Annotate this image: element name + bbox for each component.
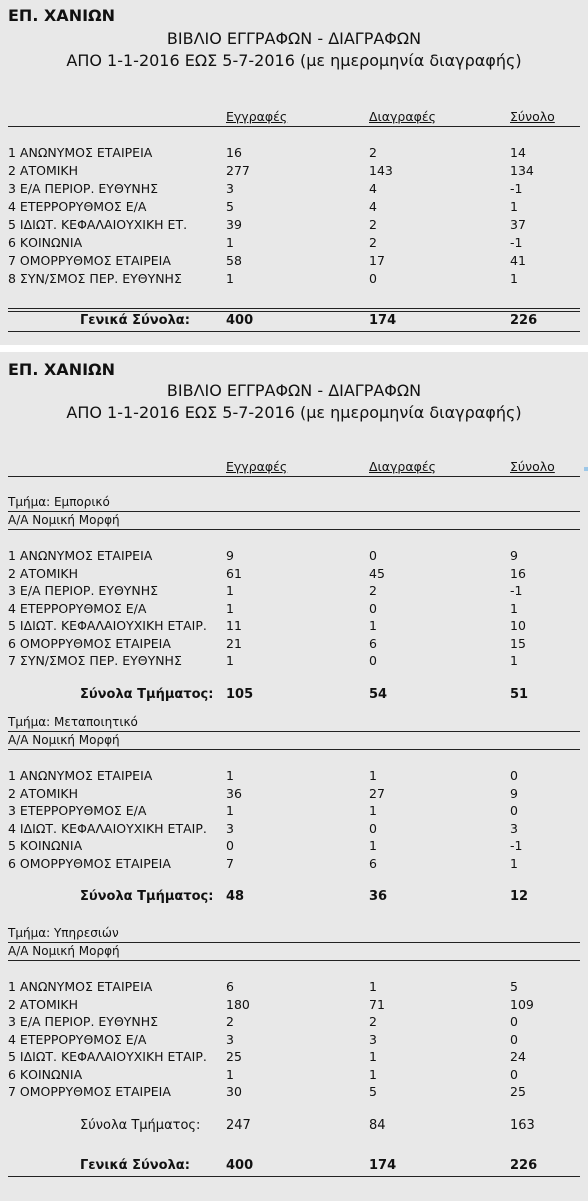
deletions-cell: 27 [369, 785, 385, 801]
total-cell: 16 [510, 565, 526, 581]
registrations-cell: 5 [226, 199, 234, 214]
registrations-cell: 1 [226, 600, 234, 616]
section-name-rule [8, 731, 580, 732]
deletions-cell: 1 [369, 979, 377, 994]
deletions-cell: 5 [369, 1084, 377, 1099]
total-cell: 0 [510, 1066, 518, 1082]
report-page-1 [0, 0, 588, 345]
legal-form-cell: 2 ΑΤΟΜΙΚΗ [8, 565, 79, 581]
col-header-total: Σύνολο [510, 109, 555, 124]
legal-form-cell: 5 ΙΔΙΩΤ. ΚΕΦΑΛΑΙΟΥΧΙΚΗ ΕΤΑΙΡ. [8, 1049, 207, 1064]
deletions-cell: 2 [369, 217, 377, 232]
total-cell: 3 [510, 820, 518, 836]
legal-form-cell: 3 Ε/Α ΠΕΡΙΟΡ. ΕΥΘΥΝΗΣ [8, 181, 159, 196]
grand-total-underline [8, 331, 580, 332]
registrations-cell: 1 [226, 235, 234, 250]
registrations-cell: 9 [226, 548, 234, 563]
deletions-cell: 4 [369, 181, 377, 196]
legal-form-cell: 5 ΙΔΙΩΤ. ΚΕΦΑΛΑΙΟΥΧΙΚΗ ΕΤΑΙΡ. [8, 618, 207, 633]
deletions-cell: 1 [369, 768, 377, 783]
grand-total-underline [8, 1176, 580, 1177]
deletions-cell: 2 [369, 235, 377, 250]
registrations-cell: 3 [226, 181, 234, 196]
registrations-cell: 61 [226, 565, 242, 581]
deletions-cell: 4 [369, 199, 377, 214]
total-cell: 9 [510, 785, 518, 801]
grand-total-sum: 226 [510, 1158, 538, 1173]
legal-form-cell: 1 ΑΝΩΝΥΜΟΣ ΕΤΑΙΡΕΙΑ [8, 768, 153, 783]
total-cell: -1 [510, 181, 523, 196]
section-total-total-cell: 12 [510, 889, 529, 904]
section-name: Τμήμα: Μεταποιητικό [8, 715, 138, 729]
deletions-cell: 0 [369, 548, 377, 563]
section-total-total-cell: 163 [510, 1117, 535, 1133]
org-name: ΕΠ. ΧΑΝΙΩΝ [8, 360, 116, 379]
legal-form-cell: 3 Ε/Α ΠΕΡΙΟΡ. ΕΥΘΥΝΗΣ [8, 1014, 159, 1029]
total-cell: -1 [510, 235, 523, 250]
section-name-rule [8, 942, 580, 943]
section-name: Τμήμα: Υπηρεσιών [8, 926, 119, 940]
edge-marker [584, 467, 588, 471]
grand-total-label: Γενικά Σύνολα: [80, 313, 190, 328]
section-name-rule [8, 511, 580, 512]
section-total-total-cell: 51 [510, 686, 529, 702]
registrations-cell: 1 [226, 1066, 234, 1082]
legal-form-cell: 3 Ε/Α ΠΕΡΙΟΡ. ΕΥΘΥΝΗΣ [8, 583, 159, 598]
section-column-label: Α/Α Νομική Μορφή [8, 733, 120, 747]
legal-form-cell: 1 ΑΝΩΝΥΜΟΣ ΕΤΑΙΡΕΙΑ [8, 145, 153, 160]
report-page-2 [0, 352, 588, 1201]
deletions-cell: 71 [369, 996, 385, 1012]
section-total-label: Σύνολα Τμήματος: [80, 889, 214, 904]
grand-total-registrations: 400 [226, 1158, 254, 1173]
registrations-cell: 3 [226, 1031, 234, 1047]
grand-total-deletions: 174 [369, 313, 397, 328]
deletions-cell: 3 [369, 1031, 377, 1047]
legal-form-cell: 1 ΑΝΩΝΥΜΟΣ ΕΤΑΙΡΕΙΑ [8, 548, 153, 563]
deletions-cell: 0 [369, 600, 377, 616]
registrations-cell: 180 [226, 996, 250, 1012]
registrations-cell: 277 [226, 163, 250, 178]
deletions-cell: 1 [369, 1049, 377, 1064]
grand-total-sum: 226 [510, 313, 538, 328]
registrations-cell: 0 [226, 838, 234, 853]
section-column-label: Α/Α Νομική Μορφή [8, 944, 120, 958]
section-total-deletions-cell: 84 [369, 1117, 386, 1133]
legal-form-cell: 5 ΙΔΙΩΤ. ΚΕΦΑΛΑΙΟΥΧΙΚΗ ΕΤ. [8, 217, 188, 232]
legal-form-cell: 7 ΣΥΝ/ΣΜΟΣ ΠΕΡ. ΕΥΘΥΝΗΣ [8, 653, 182, 668]
legal-form-cell: 7 ΟΜΟΡΡΥΘΜΟΣ ΕΤΑΙΡΕΙΑ [8, 1084, 171, 1099]
registrations-cell: 36 [226, 785, 242, 801]
total-cell: 10 [510, 618, 526, 633]
total-cell: 5 [510, 979, 518, 994]
legal-form-cell: 1 ΑΝΩΝΥΜΟΣ ΕΤΑΙΡΕΙΑ [8, 979, 153, 994]
total-cell: 24 [510, 1049, 526, 1064]
section-column-rule [8, 749, 580, 750]
total-cell: 25 [510, 1084, 526, 1099]
registrations-cell: 39 [226, 217, 242, 232]
legal-form-cell: 4 ΕΤΕΡΡΟΡΥΘΜΟΣ Ε/Α [8, 600, 147, 616]
legal-form-cell: 6 ΚΟΙΝΩΝΙΑ [8, 1066, 83, 1082]
section-total-deletions-cell: 36 [369, 889, 388, 904]
registrations-cell: 7 [226, 855, 234, 871]
grand-total-rule [8, 308, 580, 312]
report-subtitle: ΑΠΟ 1-1-2016 ΕΩΣ 5-7-2016 (με ημερομηνία διαγραφής) [66, 403, 522, 422]
total-cell: 1 [510, 199, 518, 214]
legal-form-cell: 8 ΣΥΝ/ΣΜΟΣ ΠΕΡ. ΕΥΘΥΝΗΣ [8, 271, 182, 286]
header-rule [8, 126, 580, 127]
legal-form-cell: 2 ΑΤΟΜΙΚΗ [8, 996, 79, 1012]
total-cell: 1 [510, 600, 518, 616]
total-cell: 134 [510, 163, 534, 178]
total-cell: 41 [510, 253, 526, 268]
section-total-deletions-cell: 54 [369, 686, 388, 702]
grand-total-registrations: 400 [226, 313, 254, 328]
deletions-cell: 0 [369, 653, 377, 668]
registrations-cell: 25 [226, 1049, 242, 1064]
deletions-cell: 6 [369, 635, 377, 651]
deletions-cell: 143 [369, 163, 393, 178]
org-name: ΕΠ. ΧΑΝΙΩΝ [8, 6, 116, 25]
total-cell: 0 [510, 803, 518, 818]
total-cell: 109 [510, 996, 534, 1012]
total-cell: 14 [510, 145, 526, 160]
report-title: ΒΙΒΛΙΟ ΕΓΓΡΑΦΩΝ - ΔΙΑΓΡΑΦΩΝ [166, 381, 422, 400]
report-title: ΒΙΒΛΙΟ ΕΓΓΡΑΦΩΝ - ΔΙΑΓΡΑΦΩΝ [166, 29, 422, 48]
registrations-cell: 2 [226, 1014, 234, 1029]
col-header-registrations: Εγγραφές [226, 109, 288, 124]
total-cell: 9 [510, 548, 518, 563]
deletions-cell: 2 [369, 1014, 377, 1029]
registrations-cell: 11 [226, 618, 242, 633]
registrations-cell: 21 [226, 635, 242, 651]
section-name: Τμήμα: Εμπορικό [8, 495, 110, 509]
section-column-label: Α/Α Νομική Μορφή [8, 513, 120, 527]
total-cell: 1 [510, 855, 518, 871]
legal-form-cell: 2 ΑΤΟΜΙΚΗ [8, 785, 79, 801]
total-cell: -1 [510, 583, 523, 598]
deletions-cell: 1 [369, 838, 377, 853]
section-total-label: Σύνολα Τμήματος: [80, 1117, 201, 1133]
section-column-rule [8, 960, 580, 961]
legal-form-cell: 4 ΙΔΙΩΤ. ΚΕΦΑΛΑΙΟΥΧΙΚΗ ΕΤΑΙΡ. [8, 820, 207, 836]
registrations-cell: 3 [226, 820, 234, 836]
legal-form-cell: 5 ΚΟΙΝΩΝΙΑ [8, 838, 83, 853]
deletions-cell: 6 [369, 855, 377, 871]
total-cell: 0 [510, 1014, 518, 1029]
registrations-cell: 16 [226, 145, 242, 160]
deletions-cell: 0 [369, 820, 377, 836]
total-cell: 0 [510, 1031, 518, 1047]
total-cell: 37 [510, 217, 526, 232]
deletions-cell: 1 [369, 803, 377, 818]
section-total-registrations-cell: 105 [226, 686, 254, 702]
total-cell: 0 [510, 768, 518, 783]
total-cell: 15 [510, 635, 526, 651]
col-header-registrations: Εγγραφές [226, 459, 288, 474]
section-column-rule [8, 529, 580, 530]
registrations-cell: 30 [226, 1084, 242, 1099]
total-cell: 1 [510, 271, 518, 286]
deletions-cell: 0 [369, 271, 377, 286]
section-total-registrations-cell: 247 [226, 1117, 251, 1133]
legal-form-cell: 6 ΟΜΟΡΡΥΘΜΟΣ ΕΤΑΙΡΕΙΑ [8, 855, 171, 871]
col-header-deletions: Διαγραφές [369, 109, 436, 124]
legal-form-cell: 6 ΟΜΟΡΡΥΘΜΟΣ ΕΤΑΙΡΕΙΑ [8, 635, 171, 651]
registrations-cell: 1 [226, 271, 234, 286]
report-subtitle: ΑΠΟ 1-1-2016 ΕΩΣ 5-7-2016 (με ημερομηνία διαγραφής) [66, 51, 522, 70]
deletions-cell: 1 [369, 1066, 377, 1082]
legal-form-cell: 2 ΑΤΟΜΙΚΗ [8, 163, 79, 178]
col-header-deletions: Διαγραφές [369, 459, 436, 474]
legal-form-cell: 4 ΕΤΕΡΡΟΡΥΘΜΟΣ Ε/Α [8, 199, 147, 214]
deletions-cell: 1 [369, 618, 377, 633]
col-header-total: Σύνολο [510, 459, 555, 474]
total-cell: -1 [510, 838, 523, 853]
grand-total-label: Γενικά Σύνολα: [80, 1158, 190, 1173]
header-rule [8, 476, 580, 477]
legal-form-cell: 7 ΟΜΟΡΡΥΘΜΟΣ ΕΤΑΙΡΕΙΑ [8, 253, 171, 268]
legal-form-cell: 4 ΕΤΕΡΡΟΡΥΘΜΟΣ Ε/Α [8, 1031, 147, 1047]
registrations-cell: 6 [226, 979, 234, 994]
registrations-cell: 1 [226, 803, 234, 818]
legal-form-cell: 3 ΕΤΕΡΡΟΡΥΘΜΟΣ Ε/Α [8, 803, 147, 818]
section-total-registrations-cell: 48 [226, 889, 245, 904]
deletions-cell: 45 [369, 565, 385, 581]
registrations-cell: 58 [226, 253, 242, 268]
registrations-cell: 1 [226, 583, 234, 598]
total-cell: 1 [510, 653, 518, 668]
registrations-cell: 1 [226, 768, 234, 783]
section-total-label: Σύνολα Τμήματος: [80, 686, 214, 702]
registrations-cell: 1 [226, 653, 234, 668]
deletions-cell: 2 [369, 583, 377, 598]
deletions-cell: 17 [369, 253, 385, 268]
grand-total-deletions: 174 [369, 1158, 397, 1173]
legal-form-cell: 6 ΚΟΙΝΩΝΙΑ [8, 235, 83, 250]
deletions-cell: 2 [369, 145, 377, 160]
